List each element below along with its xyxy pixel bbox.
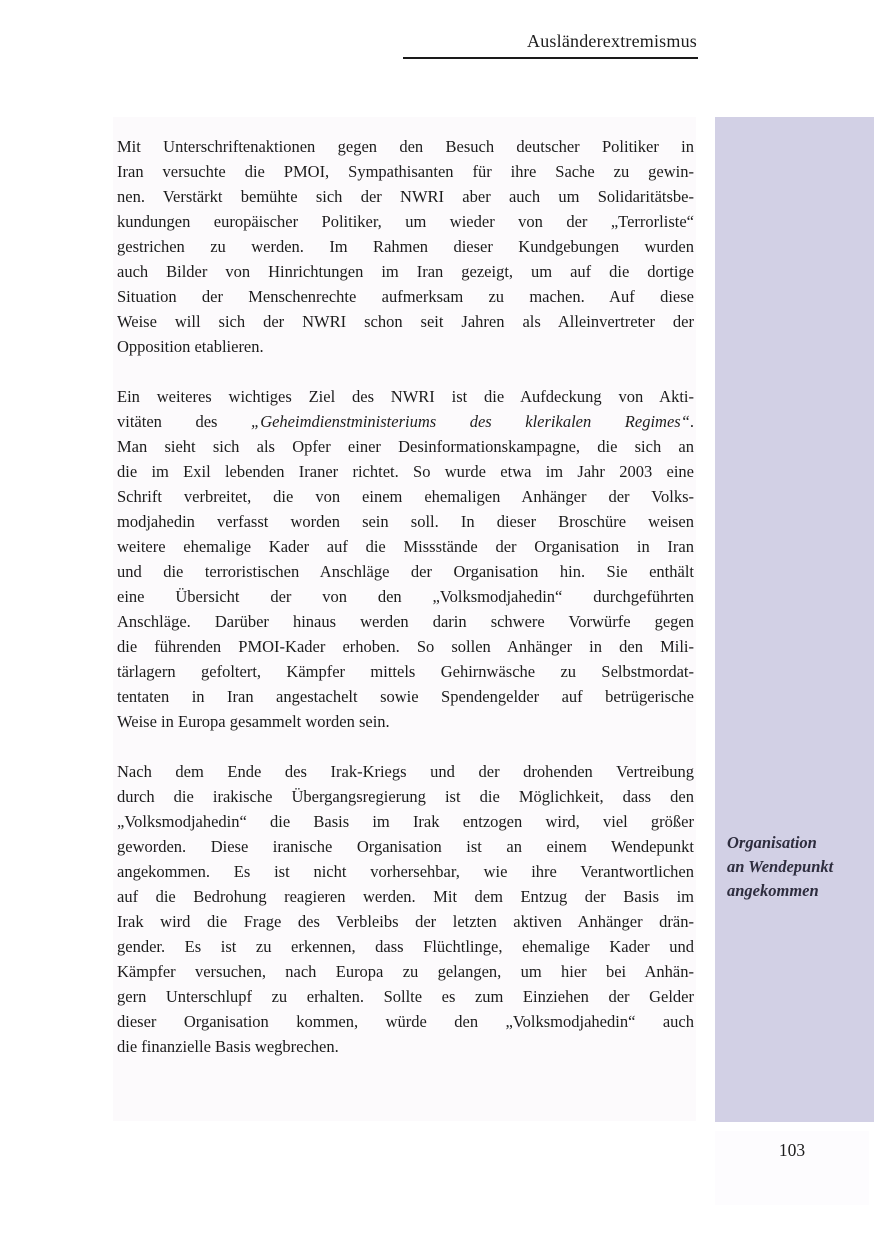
text-line xyxy=(117,959,694,984)
text-line xyxy=(117,634,694,659)
text-line xyxy=(117,609,694,634)
text-segment: Weise will sich der NWRI schon seit Jahren als Alleinvertreter der xyxy=(117,312,694,331)
text-line xyxy=(117,209,694,234)
text-line xyxy=(117,709,694,734)
text-segment: weitere ehemalige Kader auf die Missstände der Organisation in Iran xyxy=(117,537,694,556)
margin-note xyxy=(727,831,833,903)
text-segment: geworden. Diese iranische Organisation ist an einem Wendepunkt xyxy=(117,837,694,856)
paragraph xyxy=(117,384,694,734)
text-segment: gender. Es ist zu erkennen, dass Flüchtlinge, ehemalige Kader und xyxy=(117,937,694,956)
text-line xyxy=(117,234,694,259)
text-line xyxy=(117,584,694,609)
text-line xyxy=(117,534,694,559)
text-line xyxy=(117,384,694,409)
text-segment: auf die Bedrohung reagieren werden. Mit dem Entzug der Basis im xyxy=(117,887,694,906)
text-segment: Iran versuchte die PMOI, Sympathisanten für ihre Sache zu gewin- xyxy=(117,162,694,181)
text-line xyxy=(117,284,694,309)
margin-sidebar xyxy=(715,117,874,1122)
text-line xyxy=(117,259,694,284)
paragraph xyxy=(117,134,694,359)
text-segment: gestrichen zu werden. Im Rahmen dieser Kundgebungen wurden xyxy=(117,237,694,256)
text-line xyxy=(117,759,694,784)
text-line xyxy=(117,984,694,1009)
text-line xyxy=(117,909,694,934)
text-line xyxy=(117,934,694,959)
text-segment: kundungen europäischer Politiker, um wieder von der „Terrorliste“ xyxy=(117,212,694,231)
text-line xyxy=(117,1034,694,1059)
header-rule xyxy=(403,57,698,59)
text-segment: durch die irakische Übergangsregierung ist die Möglichkeit, dass den xyxy=(117,787,694,806)
text-segment: Ein weiteres wichtiges Ziel des NWRI ist die Aufdeckung von Akti- xyxy=(117,387,694,406)
text-segment: gern Unterschlupf zu erhalten. Sollte es zum Einziehen der Gelder xyxy=(117,987,694,1006)
text-segment: Opposition etablieren. xyxy=(117,337,264,356)
text-line xyxy=(117,159,694,184)
text-line xyxy=(117,784,694,809)
text-line xyxy=(117,309,694,334)
margin-note-line: angekommen xyxy=(727,881,819,900)
text-segment: vitäten des xyxy=(117,412,252,431)
text-segment: Weise in Europa gesammelt worden sein. xyxy=(117,712,390,731)
text-line xyxy=(117,509,694,534)
text-segment: Situation der Menschenrechte aufmerksam zu machen. Auf diese xyxy=(117,287,694,306)
text-line xyxy=(117,409,694,434)
text-segment: nen. Verstärkt bemühte sich der NWRI aber auch um Solidaritätsbe- xyxy=(117,187,694,206)
text-segment: die führenden PMOI-Kader erhoben. So sollen Anhänger in den Mili- xyxy=(117,637,694,656)
text-segment: Kämpfer versuchen, nach Europa zu gelangen, um hier bei Anhän- xyxy=(117,962,694,981)
paragraph xyxy=(117,759,694,1059)
text-segment: tentaten in Iran angestachelt sowie Spendengelder auf betrügerische xyxy=(117,687,694,706)
text-line xyxy=(117,659,694,684)
text-segment: Irak wird die Frage des Verbleibs der letzten aktiven Anhänger drän- xyxy=(117,912,694,931)
text-line xyxy=(117,484,694,509)
text-line xyxy=(117,834,694,859)
text-line xyxy=(117,434,694,459)
text-line xyxy=(117,884,694,909)
text-segment: tärlagern gefoltert, Kämpfer mittels Gehirnwäsche zu Selbstmordat- xyxy=(117,662,694,681)
italic-text-segment: „Geheimdienstministeriums des klerikalen Regimes“ xyxy=(251,412,690,431)
text-segment: . xyxy=(689,412,694,431)
text-segment: Anschläge. Darüber hinaus werden darin schwere Vorwürfe gegen xyxy=(117,612,694,631)
text-line xyxy=(117,684,694,709)
text-segment: auch Bilder von Hinrichtungen im Iran gezeigt, um auf die dortige xyxy=(117,262,694,281)
text-segment: dieser Organisation kommen, würde den „Volksmodjahedin“ auch xyxy=(117,1012,694,1031)
text-line xyxy=(117,134,694,159)
text-segment: Mit Unterschriftenaktionen gegen den Besuch deutscher Politiker in xyxy=(117,137,694,156)
text-segment: die finanzielle Basis wegbrechen. xyxy=(117,1037,339,1056)
text-segment: eine Übersicht der von den „Volksmodjahedin“ durchgeführten xyxy=(117,587,694,606)
text-segment: „Volksmodjahedin“ die Basis im Irak entzogen wird, viel größer xyxy=(117,812,694,831)
text-line xyxy=(117,334,694,359)
text-line xyxy=(117,184,694,209)
text-line xyxy=(117,559,694,584)
text-line xyxy=(117,1009,694,1034)
text-segment: die im Exil lebenden Iraner richtet. So wurde etwa im Jahr 2003 eine xyxy=(117,462,694,481)
text-segment: modjahedin verfasst worden sein soll. In dieser Broschüre weisen xyxy=(117,512,694,531)
text-segment: Man sieht sich als Opfer einer Desinformationskampagne, die sich an xyxy=(117,437,694,456)
page-number: 103 xyxy=(778,1140,806,1160)
text-line xyxy=(117,459,694,484)
text-segment: angekommen. Es ist nicht vorhersehbar, wie ihre Verantwortlichen xyxy=(117,862,694,881)
text-segment: Nach dem Ende des Irak-Kriegs und der drohenden Vertreibung xyxy=(117,762,694,781)
text-segment: Schrift verbreitet, die von einem ehemaligen Anhänger der Volks- xyxy=(117,487,694,506)
margin-note-line: an Wendepunkt xyxy=(727,857,834,876)
text-line xyxy=(117,809,694,834)
text-line xyxy=(117,859,694,884)
page-header-title: Ausländerextremismus xyxy=(527,31,697,51)
margin-note-line: Organisation xyxy=(727,833,817,852)
text-segment: und die terroristischen Anschläge der Organisation hin. Sie enthält xyxy=(117,562,694,581)
page-number-box xyxy=(715,1131,869,1205)
body-text xyxy=(113,117,696,1121)
